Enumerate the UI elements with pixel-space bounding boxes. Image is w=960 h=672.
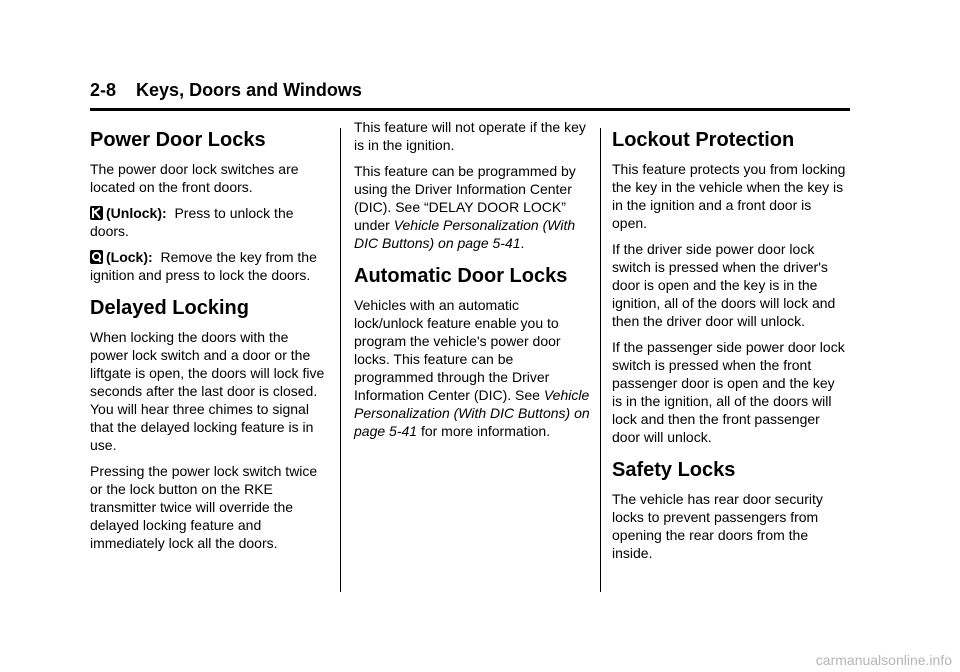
lock-text: Remove the key from the ignition and press to lock the doors. <box>90 249 317 283</box>
heading-automatic-door-locks: Automatic Door Locks <box>354 265 568 287</box>
page-header <box>90 80 850 111</box>
lock-key-icon <box>90 250 103 264</box>
para-delayed-1: When locking the doors with the power lock switch and a door or the liftgate is open, the doors will lock five seconds after the last door is closed. You will hear three chimes to signal that the delayed locking feature is in use. <box>90 329 325 453</box>
column-divider-2 <box>600 128 601 592</box>
para-programmed <box>354 162 590 252</box>
column-divider-1 <box>340 128 341 592</box>
dic-reference-link-2[interactable]: Vehicle Personalization (With DIC Buttons) on page 5-41 <box>354 387 590 439</box>
page-number: 2-8 <box>90 80 117 100</box>
para-automatic <box>354 296 590 440</box>
watermark: carmanualsonline.info <box>815 652 952 668</box>
heading-delayed-locking: Delayed Locking <box>90 297 249 319</box>
programmed-end: . <box>520 235 525 251</box>
column-3 <box>612 118 848 570</box>
heading-power-door-locks: Power Door Locks <box>90 129 266 151</box>
unlock-label: (Unlock): <box>106 205 167 221</box>
para-lockout-2: If the driver side power door lock switch is pressed when the driver's door is open and the key is in the ignition, all of the doors will lock and then the driver door will unlock. <box>612 241 836 329</box>
dic-reference-link[interactable]: Vehicle Personalization (With DIC Buttons) on page 5-41 <box>354 217 576 251</box>
header-rule <box>90 108 850 111</box>
para-unlock <box>90 204 326 240</box>
column-1 <box>90 118 326 560</box>
para-not-operate: This feature will not operate if the key is in the ignition. <box>354 119 586 153</box>
lock-label: (Lock): <box>106 249 153 265</box>
header-title <box>90 80 850 101</box>
para-lock <box>90 248 326 284</box>
para-lockout-3: If the passenger side power door lock switch is pressed when the front passenger door is open and the key is in the ignition, all of the doors will lock and then the front passenger door will unlock. <box>612 339 845 445</box>
para-delayed-2: Pressing the power lock switch twice or the lock button on the RKE transmitter twice will override the delayed locking feature and immediately lock all the doors. <box>90 463 318 551</box>
heading-lockout-protection: Lockout Protection <box>612 129 795 151</box>
para-lockout-1: This feature protects you from locking the key in the vehicle when the key is in the ignition and a front door is open. <box>612 161 846 231</box>
programmed-text: This feature can be programmed by using the Driver Information Center (DIC). See “DELAY DOOR LOCK” under <box>354 163 576 233</box>
heading-safety-locks: Safety Locks <box>612 459 736 481</box>
unlock-key-icon <box>90 206 103 220</box>
automatic-end: for more information. <box>417 423 551 439</box>
para-power-locks: The power door lock switches are located on the front doors. <box>90 161 299 195</box>
unlock-text: Press to unlock the doors. <box>90 205 294 239</box>
automatic-text: Vehicles with an automatic lock/unlock feature enable you to program the vehicle's power door locks. This feature can be programmed through the Driver Information Center (DIC). See <box>354 297 561 403</box>
para-safety: The vehicle has rear door security locks to prevent passengers from opening the rear doors from the inside. <box>612 491 823 561</box>
section-title: Keys, Doors and Windows <box>136 80 362 100</box>
column-2 <box>354 118 590 448</box>
